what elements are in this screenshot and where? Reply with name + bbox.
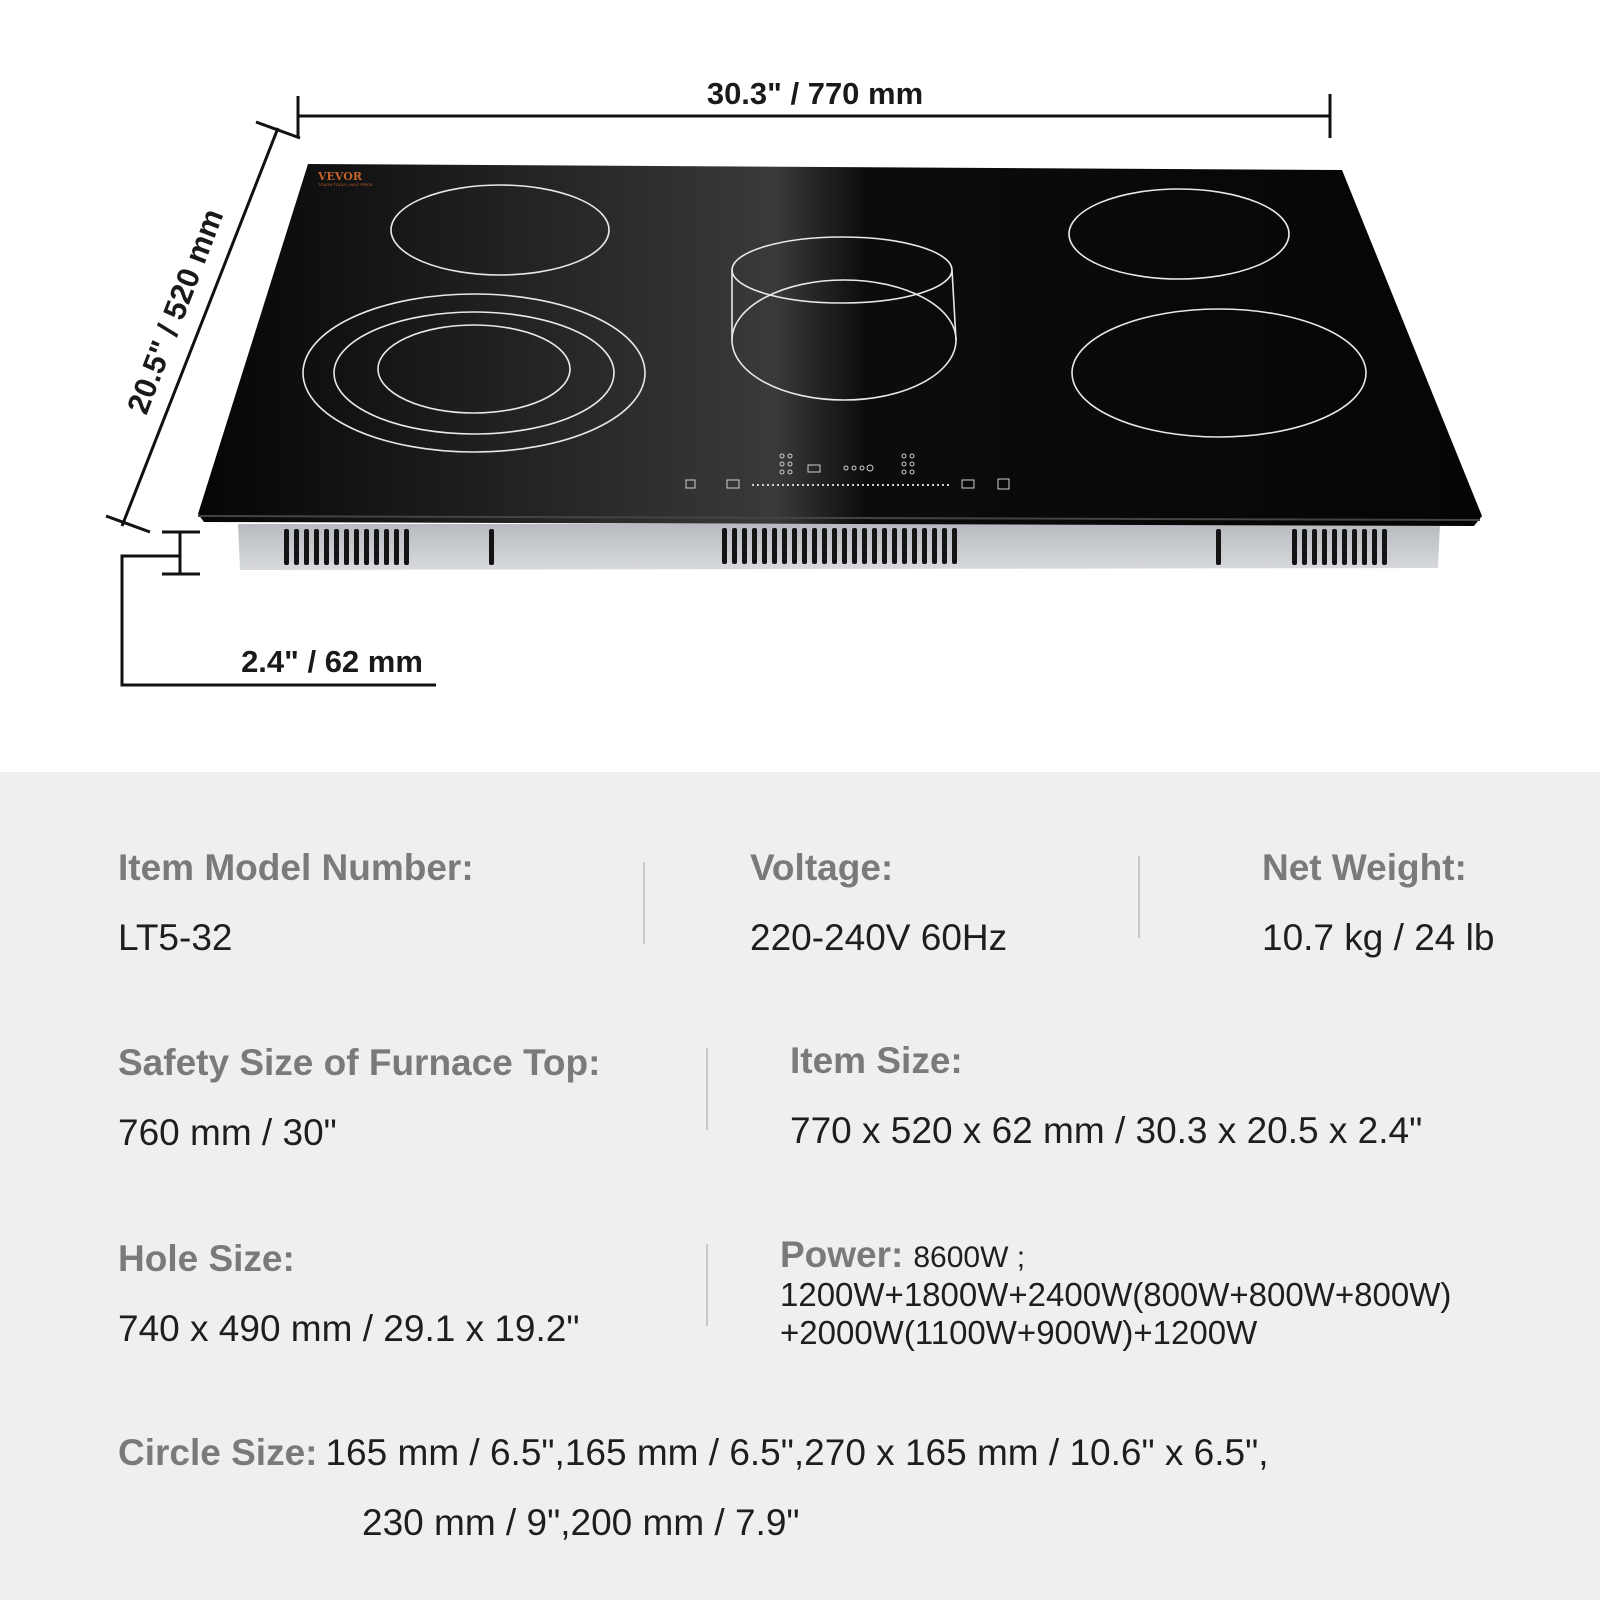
spec-item-size-label: Item Size: <box>790 1040 963 1081</box>
spec-circle-size-line1: 165 mm / 6.5",165 mm / 6.5",270 x 165 mm / 10.6" x 6.5", <box>325 1432 1269 1473</box>
spec-panel <box>0 772 1600 1600</box>
cooktop-base <box>238 524 1440 570</box>
divider <box>706 1048 708 1130</box>
spec-safety-size <box>118 1042 600 1154</box>
spec-weight <box>1262 847 1494 959</box>
spec-circle-size-label: Circle Size: <box>118 1432 318 1473</box>
divider <box>706 1244 708 1326</box>
spec-safety-size-label: Safety Size of Furnace Top: <box>118 1042 601 1083</box>
spec-hole-size-label: Hole Size: <box>118 1238 295 1279</box>
spec-hole-size-value: 740 x 490 mm / 29.1 x 19.2" <box>118 1308 580 1349</box>
brand-logo: VEVOR <box>318 170 362 183</box>
spec-hole-size <box>118 1238 580 1350</box>
spec-voltage <box>750 847 1007 959</box>
spec-weight-label: Net Weight: <box>1262 847 1467 888</box>
height-label: 2.4" / 62 mm <box>241 644 423 679</box>
spec-circle-size-line2: 230 mm / 9",200 mm / 7.9" <box>362 1502 800 1543</box>
spec-power-total: 8600W ; <box>913 1241 1026 1274</box>
width-label: 30.3" / 770 mm <box>706 76 924 111</box>
spec-weight-value: 10.7 kg / 24 lb <box>1262 917 1495 958</box>
spec-item-size <box>790 1040 1422 1152</box>
spec-model-value: LT5-32 <box>118 917 233 958</box>
spec-power <box>780 1234 1580 1352</box>
spec-power-label: Power: <box>780 1234 904 1275</box>
spec-voltage-value: 220-240V 60Hz <box>750 917 1008 958</box>
cooktop-dimension-diagram <box>0 0 1600 772</box>
divider <box>1138 856 1140 938</box>
spec-safety-size-value: 760 mm / 30" <box>118 1112 337 1153</box>
depth-label: 20.5" / 520 mm <box>120 203 231 419</box>
divider <box>643 862 645 944</box>
spec-model-label: Item Model Number: <box>118 847 474 888</box>
spec-voltage-label: Voltage: <box>750 847 894 888</box>
brand-tagline: TOUGH TOOLS, HALF PRICE <box>318 182 373 187</box>
spec-model <box>118 847 474 959</box>
glass-cooktop <box>198 164 1482 526</box>
spec-circle-size <box>118 1432 1558 1544</box>
spec-power-line2: +2000W(1100W+900W)+1200W <box>780 1314 1258 1351</box>
width-dimension <box>298 76 1330 138</box>
spec-power-line1: 1200W+1800W+2400W(800W+800W+800W) <box>780 1276 1452 1313</box>
spec-item-size-value: 770 x 520 x 62 mm / 30.3 x 20.5 x 2.4" <box>790 1110 1423 1151</box>
